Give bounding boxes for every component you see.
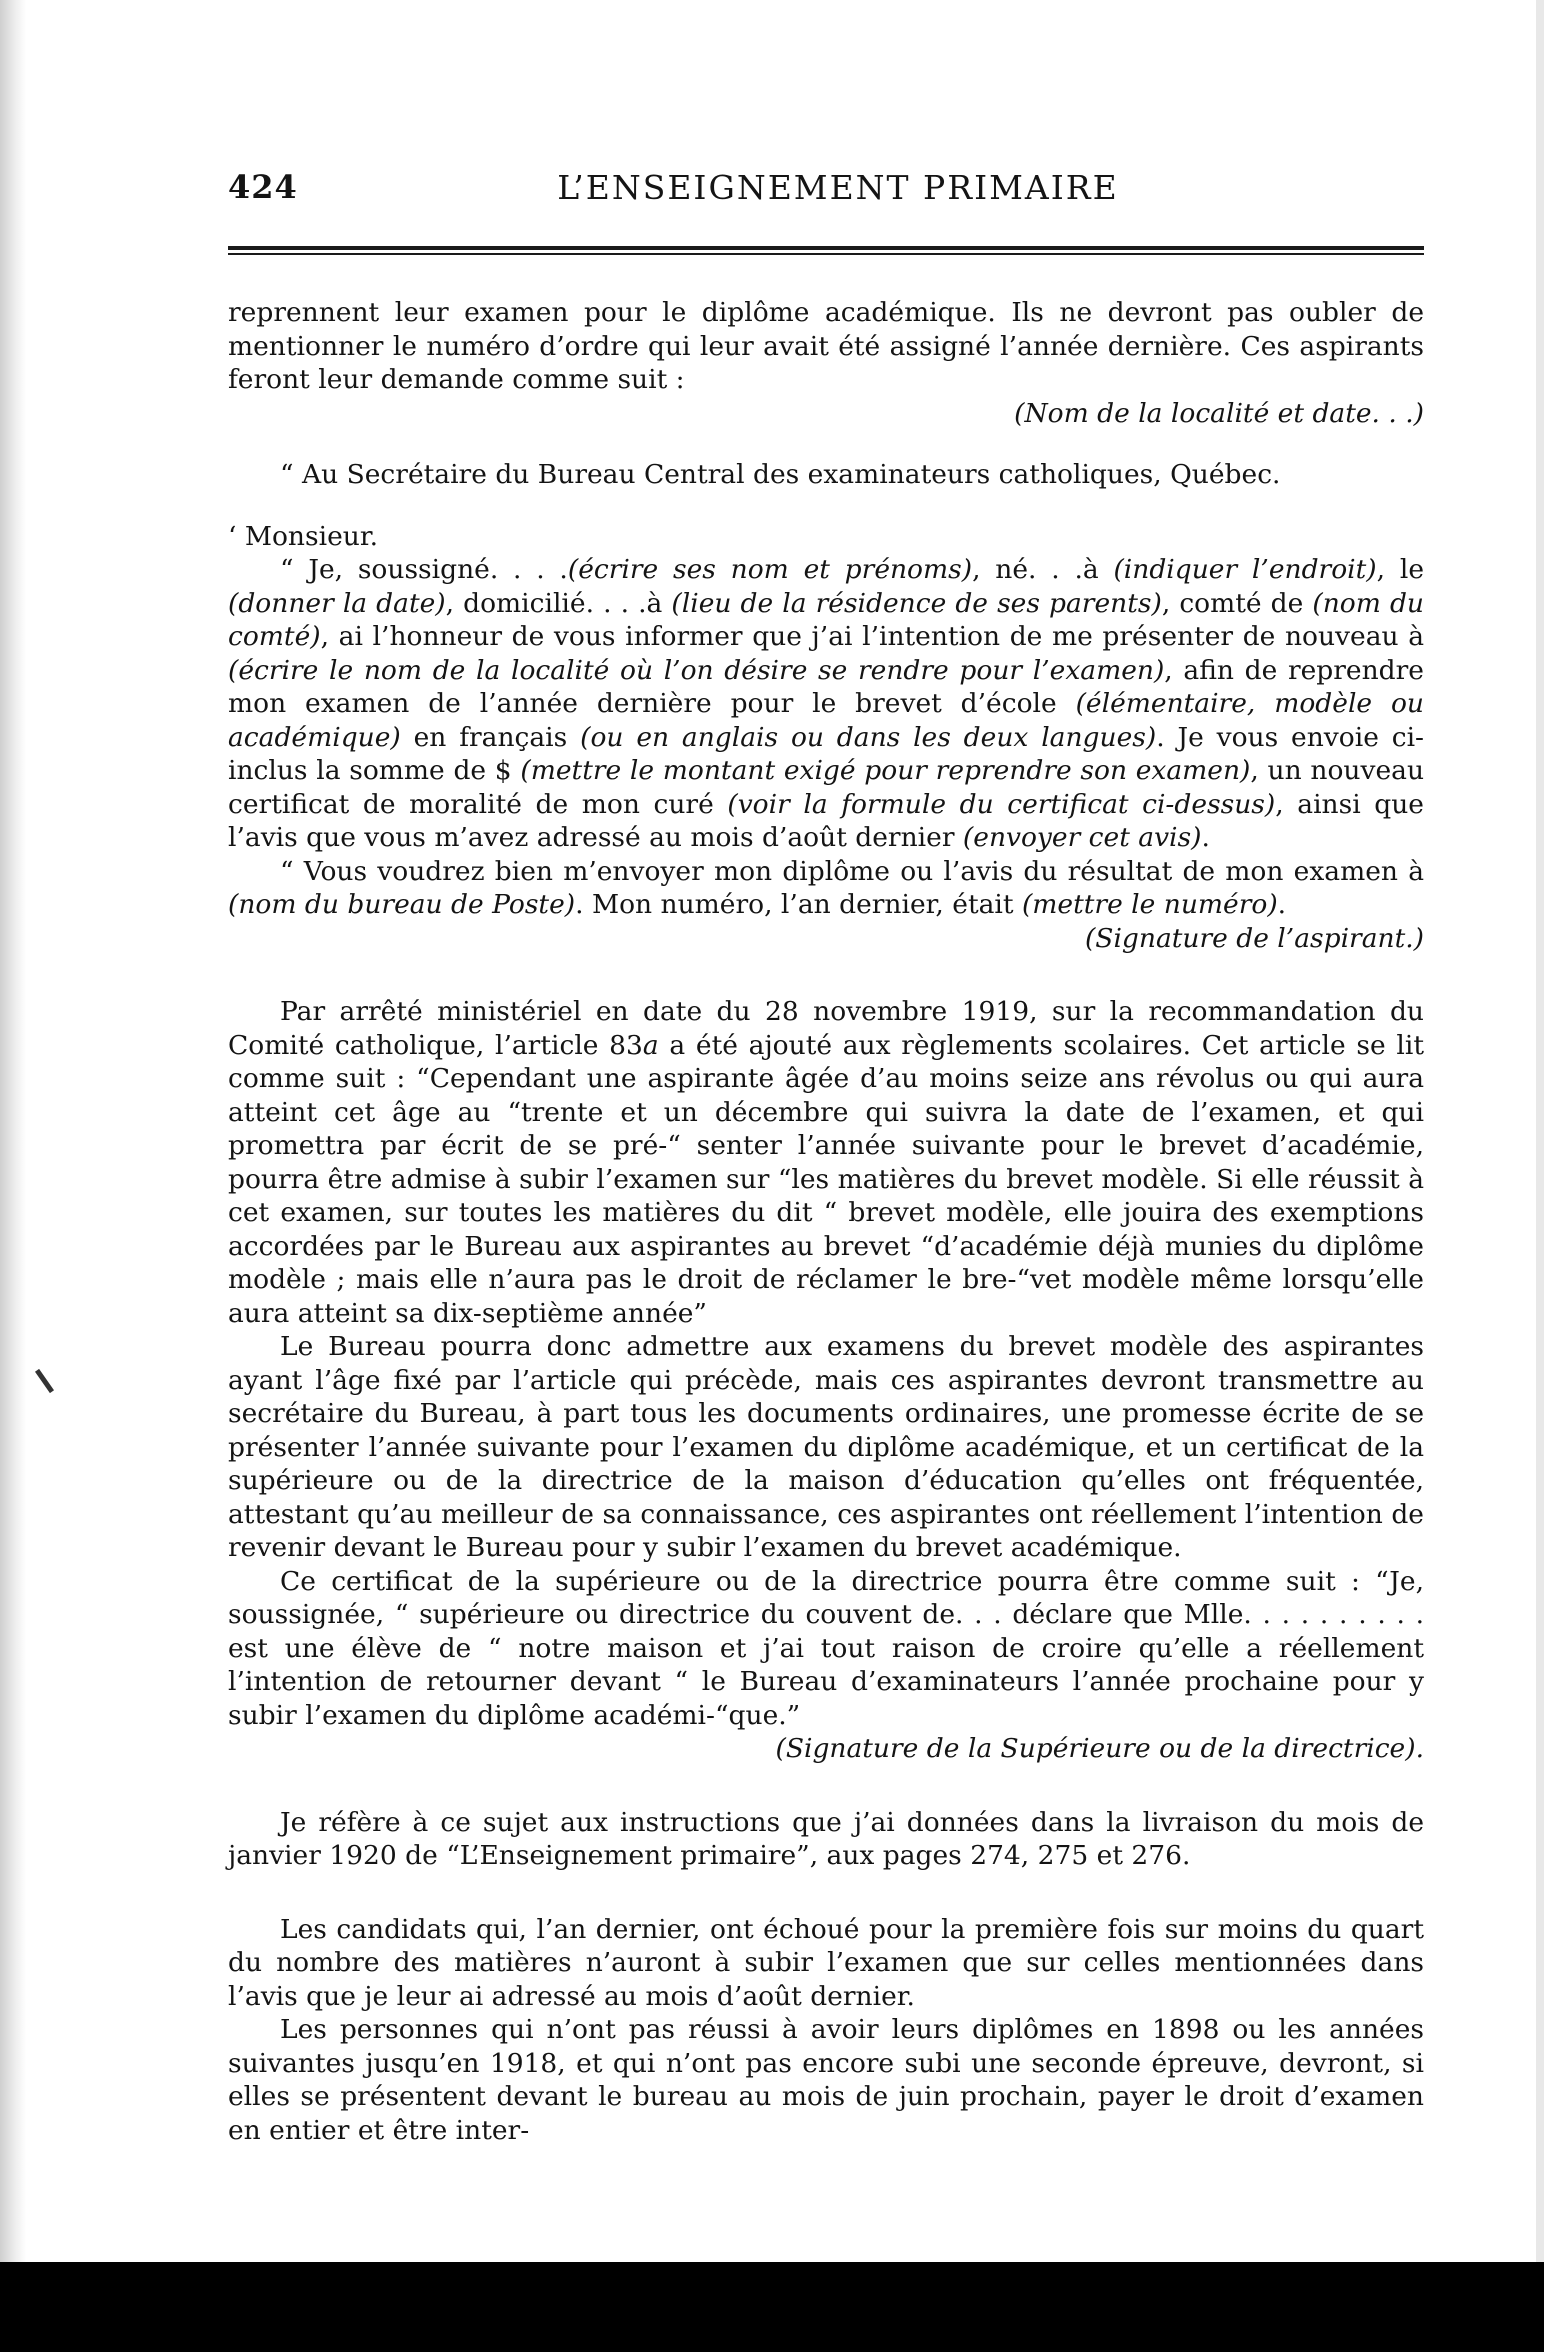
page-number: 424 (228, 168, 298, 206)
paragraph-refere: Je réfère à ce sujet aux instructions que j’ai données dans la livraison du mois de janvier 1920 de “L’Enseignement primaire”, aux pages 274, 275 et 276. (228, 1806, 1424, 1871)
running-title: L’ENSEIGNEMENT PRIMAIRE (557, 168, 1119, 207)
paragraph-arrete: Par arrêté ministériel en date du 28 novembre 1919, sur la recommandation du Comité catholique, l’article 83a a été ajouté aux règlements scolaires. Cet article se lit comme suit : “Cependant une aspirante âgée d’au moins seize ans révolus ou qui aura atteint cet âge au “trente et un décembre qui suivra la date de l’examen, et qui promettra par écrit de se pré-“ senter l’année suivante pour le brevet d’académie, pourra être admise à subir l’examen sur “les matières du brevet modèle. Si elle réussit à cet examen, sur toutes les matières du dit “ brevet modèle, elle jouira des exemptions accordées par le Bureau aux aspirantes au brevet “d’académie déjà munies du diplôme modèle ; mais elle n’aura pas le droit de réclamer le bre-“vet modèle même lorsqu’elle aura atteint sa dix-septième année” (228, 996, 1424, 1329)
signature-aspirant: (Signature de l’aspirant.) (1084, 922, 1424, 954)
place-date-line: (Nom de la localité et date. . .) (1014, 397, 1424, 429)
margin-mark (35, 1369, 54, 1393)
page-header (228, 168, 1428, 208)
salutation: ‘ Monsieur. (228, 520, 379, 552)
paragraph-bureau: Le Bureau pourra donc admettre aux examens du brevet modèle des aspirantes ayant l’âge fixé par l’article qui précède, mais ces aspirantes devront transmettre au secrétaire du Bureau, à part tous les documents ordinaires, une promesse écrite de se présenter l’année suivante pour l’examen du diplôme académique, et un certificat de la supérieure ou de la directrice de la maison d’éducation qu’elles ont fréquentée, attestant qu’au meilleur de sa connaissance, ces aspirantes ont réellement l’intention de revenir devant le Bureau pour y subir l’examen du brevet académique. (228, 1331, 1424, 1563)
header-rule-thin (228, 253, 1424, 255)
letter-paragraph-1: “ Je, soussigné. . . .(écrire ses nom et prénoms), né. . .à (indiquer l’endroit), le (donner la date), domicilié. . . .à (lieu de la résidence de ses parents), comté de (nom du comté), ai l’honneur de vous informer que j’ai l’intention de me présenter de nouveau à (écrire le nom de la localité où l’on désire se rendre pour l’examen), afin de reprendre mon examen de l’année dernière pour le brevet d’école (élémentaire, modèle ou académique) en français (ou en anglais ou dans les deux langues). Je vous envoie ci-inclus la somme de $ (mettre le montant exigé pour reprendre son examen), un nouveau certificat de moralité de mon curé (voir la formule du certificat ci-dessus), ainsi que l’avis que vous m’avez adressé au mois d’août dernier (envoyer cet avis). (228, 554, 1425, 853)
scan-left-margin (0, 0, 26, 2352)
scan-right-edge (1536, 0, 1544, 2262)
paragraph-personnes: Les personnes qui n’ont pas réussi à avoir leurs diplômes en 1898 ou les années suivantes jusqu’en 1918, et qui n’ont pas encore subi une seconde épreuve, devront, si elles se présentent devant le bureau au mois de juin prochain, payer le droit d’examen en entier et être inter- (228, 2014, 1424, 2146)
address-line: “ Au Secrétaire du Bureau Central des examinateurs catholiques, Québec. (280, 459, 1281, 490)
header-rule-thick (228, 246, 1424, 250)
paragraph-certificat: Ce certificat de la supérieure ou de la directrice pourra être comme suit : “Je, soussignée, “ supérieure ou directrice du couvent de. . . déclare que Mlle. . . . . . . . . . est une élève de “ notre maison et j’ai tout raison de croire qu’elle a réellement l’intention de retourner devant “ le Bureau d’examinateurs l’année prochaine pour y subir l’examen du diplôme académi-“que.” (228, 1565, 1424, 1731)
paragraph-candidats: Les candidats qui, l’an dernier, ont échoué pour la première fois sur moins du quart du nombre des matières n’auront à subir l’examen que sur celles mentionnées dans l’avis que je leur ai adressé au mois d’août dernier. (228, 1913, 1424, 2012)
paragraph-continuation: reprennent leur examen pour le diplôme académique. Ils ne devront pas oubler de mentionner le numéro d’ordre qui leur avait été assigné l’année dernière. Ces aspirants feront leur demande comme suit : (228, 297, 1424, 395)
letter-paragraph-2: “ Vous voudrez bien m’envoyer mon diplôme ou l’avis du résultat de mon examen à (nom du bureau de Poste). Mon numéro, l’an dernier, était (mettre le numéro). (228, 855, 1424, 920)
scan-bottom-border (0, 2262, 1544, 2352)
signature-superieure: (Signature de la Supérieure ou de la directrice). (775, 1733, 1424, 1764)
page-body (228, 296, 1424, 2147)
